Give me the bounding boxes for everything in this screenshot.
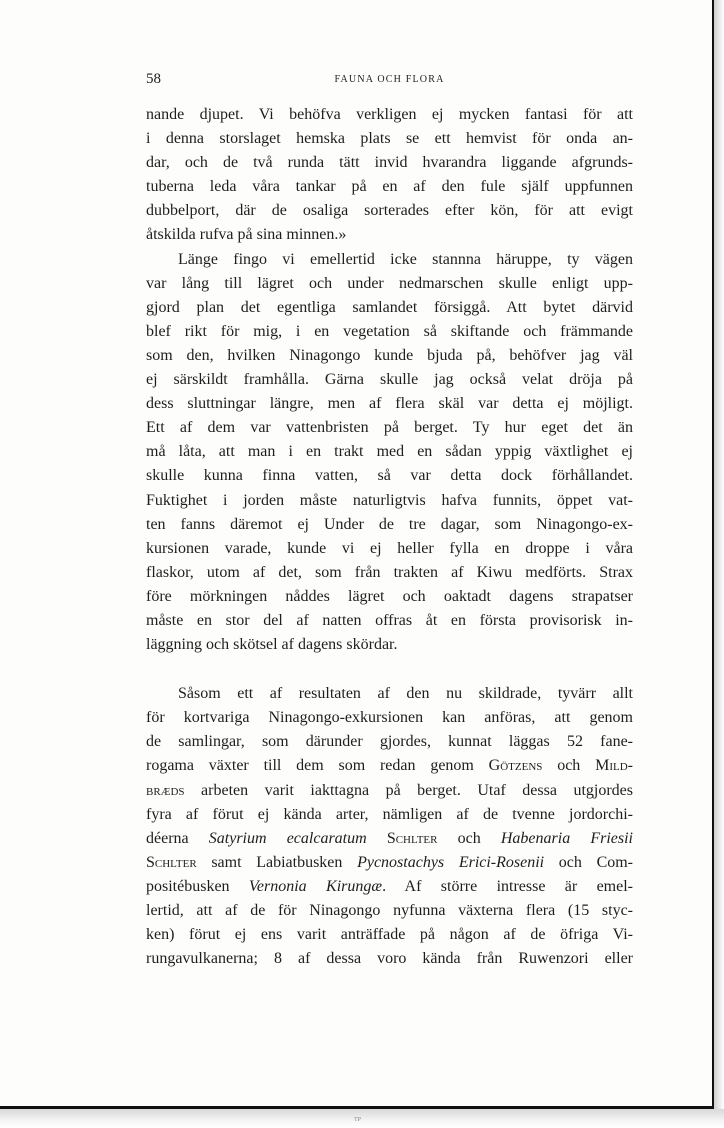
page-header (146, 73, 633, 89)
text-line: i denna storslaget hemska plats se ett hemvist för onda an- (146, 130, 633, 148)
text-run: och (437, 829, 501, 847)
body-text (146, 103, 633, 971)
text-line: dar, och de två runda tätt invid hvarandra liggande afgrunds- (146, 154, 633, 172)
text-line (146, 851, 633, 875)
text-run: arbeten varit iakttagna på berget. Utaf dessa utgjordes (184, 781, 633, 799)
text-line: skulle kunna finna vatten, så var detta dock förhållandet. (146, 467, 633, 485)
species-name: Vernonia Kirungæ (248, 877, 383, 895)
running-head: FAUNA OCH FLORA (334, 74, 445, 85)
text-line: läggning och skötsel af dagens skördar. (146, 636, 398, 654)
author-name: Schlter (386, 829, 438, 847)
text-line: de samlingar, som därunder gjordes, kunnat läggas 52 fane- (146, 733, 633, 751)
text-line: flaskor, utom af det, som från trakten af Kiwu medförts. Strax (146, 563, 633, 581)
text-line: Länge fingo vi emellertid icke stannna häruppe, ty vägen (178, 250, 633, 268)
text-line: nande djupet. Vi behöfva verkligen ej mycken fantasi för att (146, 106, 633, 123)
text-line: åtskilda rufva på sina minnen.» (146, 226, 347, 244)
text-line: kursionen varade, kunde vi ej heller fylla en droppe i våra (146, 539, 633, 557)
text-line (146, 754, 633, 778)
text-run: . Af större intresse är emel- (382, 877, 634, 895)
species-name: Pycnostachys Erici-Rosenii (357, 853, 545, 871)
text-line: tuberna leda våra tankar på en af den fule själf uppfunnen (146, 178, 633, 196)
author-name: bræds (146, 781, 185, 799)
footer-mark: TP (354, 1117, 362, 1123)
scan-edge-right (714, 0, 724, 1128)
text-run: och (542, 757, 596, 775)
text-line: ken) förut ej ens varit anträffade på någon af de öfriga Vi- (146, 926, 633, 944)
text-run (367, 830, 387, 847)
species-name: Habenaria Friesii (500, 829, 634, 847)
author-name: Mild- (595, 757, 633, 775)
text-run: déerna (146, 829, 209, 847)
text-line (146, 779, 633, 803)
text-run: och Com- (544, 853, 634, 871)
text-run: positébusken (146, 877, 249, 895)
text-line: för kortvariga Ninagongo-exkursionen kan anföras, att genom (146, 709, 633, 727)
page-number: 58 (146, 71, 161, 87)
text-run: rogama växter till dem som redan genom (146, 757, 489, 775)
text-line: som den, hvilken Ninagongo kunde bjuda på, behöfver jag väl (146, 346, 633, 364)
text-line: Fuktighet i jorden måste naturligtvis hafva funnits, öppet vat- (146, 491, 633, 509)
text-line: fyra af förut ej kända arter, nämligen af de tvenne jordorchi- (146, 805, 633, 823)
author-name: Schlter (146, 853, 197, 871)
paragraph-gap (146, 657, 633, 682)
scan-edge-bottom (0, 1109, 724, 1128)
text-line: blef rikt för mig, i en vegetation så skiftande och främmande (146, 322, 633, 340)
text-line (146, 827, 633, 851)
text-line: ej särskildt framhålla. Gärna skulle jag också velat dröja på (146, 371, 633, 389)
text-line: dess sluttningar längre, men af flera skäl var detta ej möjligt. (146, 395, 633, 413)
author-name: Götzens (488, 757, 543, 775)
text-line: före mörkningen nåddes lägret och oaktadt dagens strapatser (146, 587, 633, 605)
text-line: måste en stor del af natten offras åt en första provisorisk in- (146, 611, 633, 629)
text-line (146, 875, 633, 899)
text-line: rungavulkanerna; 8 af dessa voro kända från Ruwenzori eller (146, 950, 633, 968)
text-line: må låta, att man i en trakt med en sådan yppig växtlighet ej (146, 443, 633, 461)
text-line: Ett af dem var vattenbristen på berget. Ty hur eget det än (146, 419, 633, 437)
text-line: lertid, att af de för Ninagongo nyfunna växterna flera (15 styc- (146, 902, 633, 919)
text-line: var lång till lägret och under nedmarschen skulle enligt upp- (146, 274, 633, 292)
species-name: Satyrium ecalcaratum (208, 829, 367, 847)
text-run: samt Labiatbusken (196, 853, 358, 871)
text-line: gjord plan det egentliga samlandet försiggå. Att bytet därvid (146, 298, 633, 316)
text-line: ten fanns däremot ej Under de tre dagar, som Ninagongo-ex- (146, 515, 633, 533)
text-line: dubbelport, där de osaliga sorterades efter kön, för att evigt (146, 202, 633, 220)
text-line: Såsom ett af resultaten af den nu skildrade, tyvärr allt (178, 685, 633, 703)
